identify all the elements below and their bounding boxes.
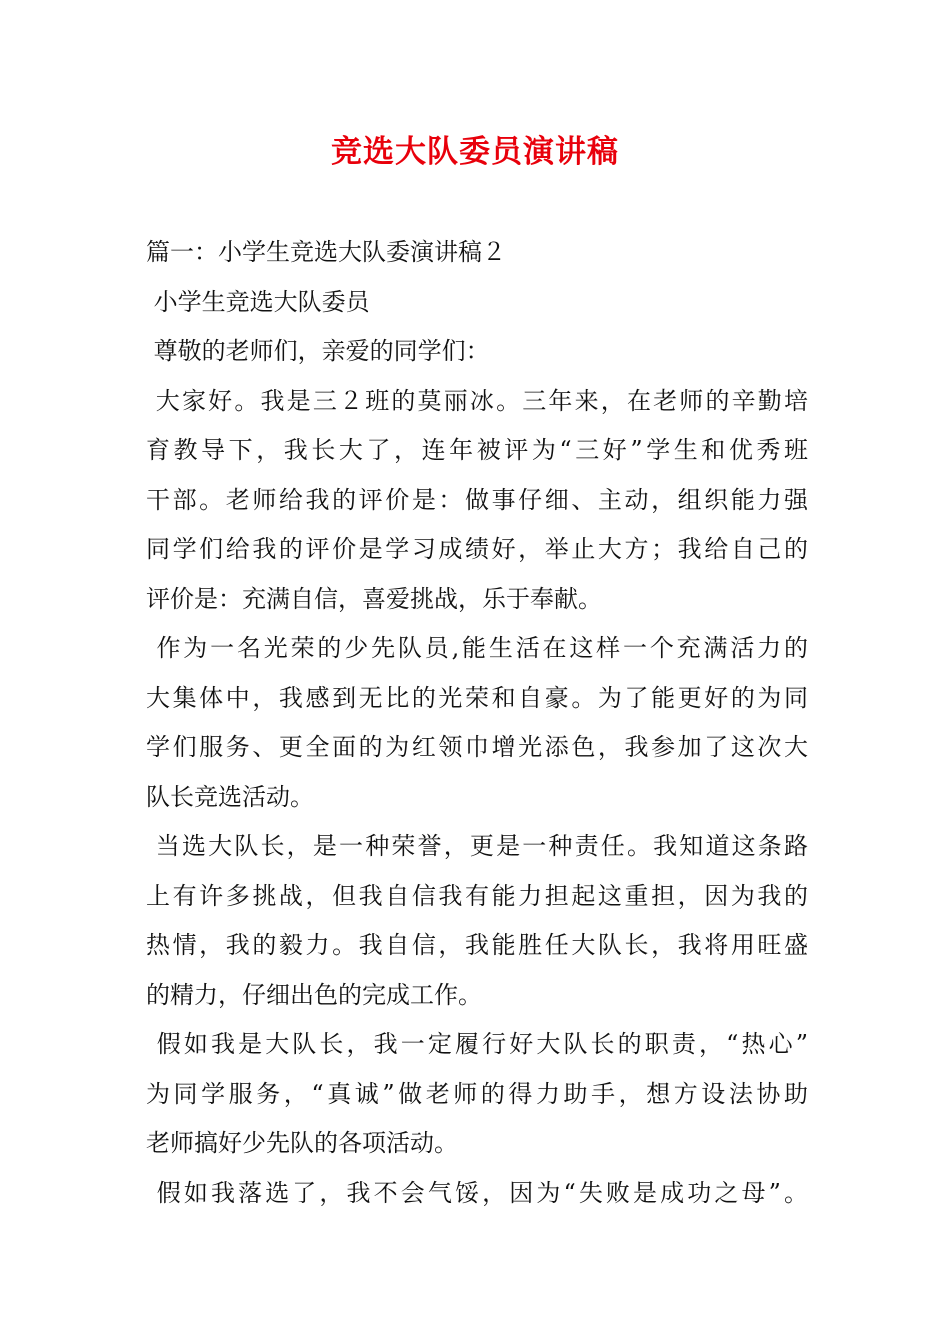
text-line: 评价是：充满自信，喜爱挑战，乐于奉献。 (146, 584, 602, 613)
text-line: 上有许多挑战，但我自信我有能力担起这重担，因为我的 (146, 881, 808, 910)
text-line: 当选大队长，是一种荣誉，更是一种责任。我知道这条路 (146, 832, 808, 860)
text-line: 假如我落选了，我不会气馁，因为“失败是成功之母”。 (146, 1178, 808, 1207)
text-line: 育教导下，我长大了，连年被评为“三好”学生和优秀班 (146, 436, 808, 464)
text-line: 热情，我的毅力。我自信，我能胜任大队长，我将用旺盛 (146, 931, 808, 959)
text-line: 队长竞选活动。 (146, 782, 314, 811)
text-line: 学们服务、更全面的为红领巾增光添色，我参加了这次大 (146, 733, 808, 761)
text-line: 假如我是大队长，我一定履行好大队长的职责，“热心” (146, 1030, 808, 1058)
text-line: 同学们给我的评价是学习成绩好，举止大方；我给自己的 (146, 535, 808, 563)
text-line: 的精力，仔细出色的完成工作。 (146, 980, 482, 1009)
document-body (146, 228, 808, 1218)
text-line: 大集体中，我感到无比的光荣和自豪。为了能更好的为同 (146, 683, 808, 712)
page-title: 竞选大队委员演讲稿 (331, 134, 619, 170)
text-line: 作为一名光荣的少先队员,能生活在这样一个充满活力的 (146, 634, 808, 662)
text-line: 为同学服务，“真诚”做老师的得力助手，想方设法协助 (146, 1079, 808, 1108)
text-line: 老师搞好少先队的各项活动。 (146, 1129, 458, 1157)
text-line: 大家好。我是三２班的莫丽冰。三年来，在老师的辛勤培 (146, 386, 808, 415)
text-line: 干部。老师给我的评价是：做事仔细、主动，组织能力强 (146, 485, 808, 514)
text-line: 篇一：小学生竞选大队委演讲稿２ (146, 238, 506, 266)
text-line: 小学生竞选大队委员 (146, 287, 370, 316)
text-line: 尊敬的老师们，亲爱的同学们： (146, 337, 490, 365)
